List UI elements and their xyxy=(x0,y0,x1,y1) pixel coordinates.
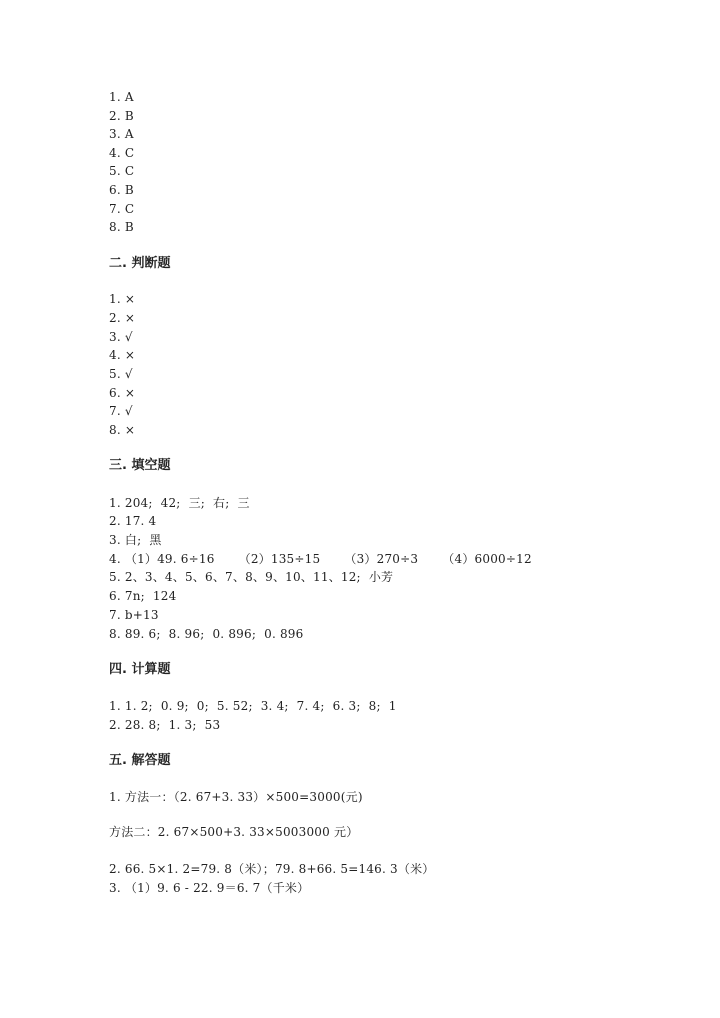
judgement-answer-5: 5. √ xyxy=(109,367,133,381)
fill-answer-3: 3. 白; 黑 xyxy=(109,533,162,547)
fill-answer-1: 1. 204; 42; 三; 右; 三 xyxy=(109,496,250,510)
judgement-answer-1: 1. × xyxy=(109,292,136,306)
choice-answer-8: 8. B xyxy=(109,220,134,234)
fill-answer-5: 5. 2、3、4、5、6、7、8、9、10、11、12; 小芳 xyxy=(109,570,394,584)
judgement-answer-4: 4. × xyxy=(109,348,136,362)
section-heading-fill-blank: 三. 填空题 xyxy=(109,458,171,473)
choice-answer-3: 3. A xyxy=(109,127,134,141)
judgement-answer-8: 8. × xyxy=(109,423,136,437)
section-heading-calculation: 四. 计算题 xyxy=(109,662,171,677)
solution-line-1: 1. 方法一：（2. 67+3. 33）×500=3000(元) xyxy=(109,790,363,804)
calc-answer-2: 2. 28. 8; 1. 3; 53 xyxy=(109,718,221,732)
choice-answer-2: 2. B xyxy=(109,109,134,123)
section-heading-solutions: 五. 解答题 xyxy=(109,753,171,768)
choice-answer-4: 4. C xyxy=(109,146,135,160)
judgement-answer-3: 3. √ xyxy=(109,330,133,344)
choice-answer-6: 6. B xyxy=(109,183,134,197)
choice-answer-5: 5. C xyxy=(109,164,135,178)
fill-answer-6: 6. 7n; 124 xyxy=(109,589,177,603)
judgement-answer-7: 7. √ xyxy=(109,404,133,418)
section-heading-judgement: 二. 判断题 xyxy=(109,256,171,271)
solution-line-3: 2. 66. 5×1. 2=79. 8（米）；79. 8+66. 5=146. 3（米） xyxy=(109,862,435,876)
choice-answer-1: 1. A xyxy=(109,90,134,104)
judgement-answer-6: 6. × xyxy=(109,386,136,400)
fill-answer-4: 4. （1）49. 6÷16 （2）135÷15 （3）270÷3 （4）6000÷12 xyxy=(109,552,532,566)
solution-line-2: 方法二：2. 67×500+3. 33×5003000 元） xyxy=(109,825,359,839)
solution-line-4: 3. （1）9. 6 - 22. 9＝6. 7（千米） xyxy=(109,881,310,895)
fill-answer-8: 8. 89. 6; 8. 96; 0. 896; 0. 896 xyxy=(109,627,304,641)
calc-answer-1: 1. 1. 2; 0. 9; 0; 5. 52; 3. 4; 7. 4; 6. 3; 8; 1 xyxy=(109,699,397,713)
fill-answer-7: 7. b+13 xyxy=(109,608,159,622)
choice-answer-7: 7. C xyxy=(109,202,135,216)
judgement-answer-2: 2. × xyxy=(109,311,136,325)
fill-answer-2: 2. 17. 4 xyxy=(109,514,157,528)
